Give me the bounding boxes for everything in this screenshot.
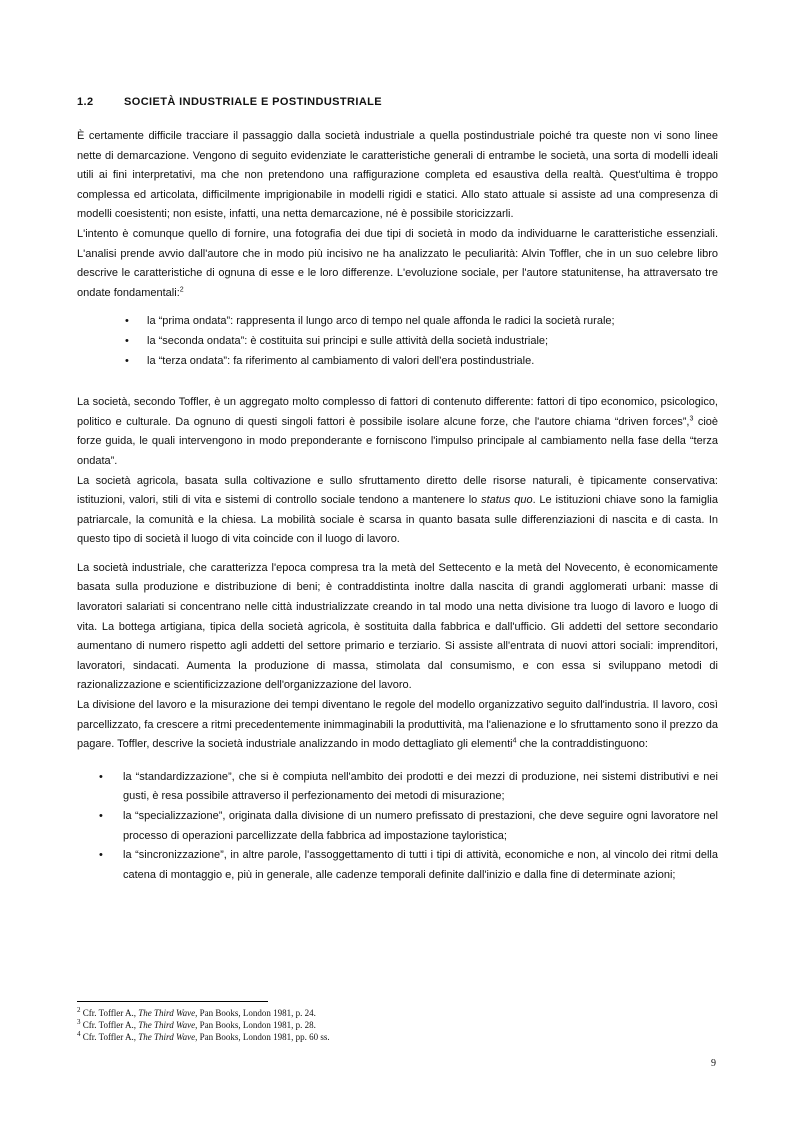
section-number: 1.2 (77, 96, 94, 108)
elements-list (77, 768, 718, 886)
paragraph-3: La società, secondo Toffler, è un aggregato molto complesso di fattori di contenuto differente: fattori di tipo economico, psicologico, politico e culturale. Da ognuno di questi singoli fattori è possibile isolare alcune forze, che l'autore chiama “driven forces”,$^3$ cioè forze guida, le quali intervengono in modo preponderante e forniscono l'impulso principale al cambiamento nella fase della “terza ondata”. (77, 396, 718, 467)
paragraph-1: È certamente difficile tracciare il passaggio dalla società industriale a quella postindustriale poiché tra queste non vi sono linee nette di demarcazione. Vengono di seguito evidenziate le caratteristiche generali di entrambe le società, una sorta di modelli ideali utili ai fini interpretativi, ma che non pretendono una raffigurazione completa ed esaustiva della realtà. Quest'ultima è troppo complessa ed articolata, difficilmente imprigionabile in modelli rigidi e statici. Allo stato attuale si assiste ad una compresenza di modelli coesistenti; non esiste, infatti, una netta demarcazione, né è possibile storicizzarli. (77, 130, 718, 221)
bullet-icon: • (125, 315, 129, 328)
footnote-ref-2[interactable]: 2 (179, 286, 184, 294)
paragraph-4: La società agricola, basata sulla coltivazione e sullo sfruttamento diretto delle risorse naturali, è tipicamente conservativa: istituzioni, valori, stili di vita e sistemi di controllo sociale tendono a mantenere lo status quo. Le istituzioni chiave sono la famiglia patriarcale, la comunità e la chiesa. La mobilità sociale è scarsa in quanto basata sulle differenziazioni di nascita e di casta. In questo tipo di società il luogo di vita coincide con il luogo di lavoro. (77, 474, 718, 546)
bullet-icon: • (99, 770, 103, 783)
emphasis-text: status quo (481, 494, 533, 507)
list-item: • la “sincronizzazione”, in altre parole, l'assoggettamento di tutti i tipi di attività, economiche e non, al vincolo dei ritmi della catena di montaggio e, più in generale, alle cadenze temporali definite dall'inizio e dalla fine di determinate azioni; (77, 846, 718, 885)
footnotes (77, 1007, 330, 1043)
body-text (77, 127, 718, 885)
waves-list (77, 312, 718, 371)
section-heading (77, 96, 382, 108)
list-item: • la “prima ondata”: rappresenta il lungo arco di tempo nel quale affonda le radici la società rurale; (77, 312, 718, 332)
bullet-icon: • (125, 334, 129, 347)
footnote-ref-3[interactable]: 3 (689, 415, 694, 423)
footnote: $^3$ Cfr. Toffler A., The Third Wave, Pan Books, London 1981, p. 28. (77, 1018, 316, 1030)
list-item: • la “standardizzazione”, che si è compiuta nell'ambito dei prodotti e dei mezzi di produzione, nei sistemi distributivi e nei gusti, è resa possibile attraverso il perfezionamento dei metodi di misurazione; (77, 768, 718, 807)
section-title: SOCIETÀ INDUSTRIALE E POSTINDUSTRIALE (124, 96, 383, 108)
paragraph-6: La divisione del lavoro e la misurazione dei tempi diventano le regole del modello organizzativo seguito dall'industria. Il lavoro, così parcellizzato, fa crescere a ritmi precedentemente inimmaginabili la produttività, ma l'alienazione e lo sfruttamento sono il prezzo da pagare. Toffler, descrive la società industriale analizzando in modo dettagliato gli elementi$^4$ che la contraddistinguono: (77, 699, 718, 751)
footnote-ref-4[interactable]: 4 (512, 737, 517, 745)
bullet-icon: • (125, 354, 129, 367)
bullet-icon: • (99, 810, 103, 822)
list-item: • la “seconda ondata”: è costituita sui principi e sulle attività della società industriale; (77, 332, 718, 352)
footnote: $^4$ Cfr. Toffler A., The Third Wave, Pan Books, London 1981, pp. 60 ss. (77, 1030, 330, 1042)
paragraph-5: La società industriale, che caratterizza l'epoca compresa tra la metà del Settecento e la metà del Novecento, è economicamente basata sulla produzione e distribuzione di beni; è contraddistinta inoltre dalla nascita di grandi agglomerati urbani: masse di lavoratori salariati si concentrano nelle città industrializzate creando in tal modo una netta divisione tra luogo di lavoro e luogo di vita. La bottega artigiana, tipica della società agricola, è sostituita dalla fabbrica e dall'ufficio. Gli addetti del settore secondario aumentano di numero rispetto agli addetti del settore primario e terziario. Si assiste all'entrata di nuovi attori sociali: imprenditori, lavoratori, sindacati. Aumenta la produzione di massa, stimolata dal consumismo, e con essa si sviluppano metodi di razionalizzazione e scientificizzazione dell'organizzazione del lavoro. (77, 561, 718, 692)
page-number: 9 (711, 1058, 716, 1069)
paragraph-2: L'intento è comunque quello di fornire, una fotografia dei due tipi di società in modo da individuarne le caratteristiche essenziali. L'analisi prende avvio dall'autore che in modo più incisivo ne ha analizzato le peculiarità: Alvin Toffler, che in un suo celebre libro descrive le caratteristiche di ognuna di esse e le loro differenze. L'evoluzione sociale, per l'autore statunitense, ha attraversato tre ondate fondamentali:$^2$ (77, 227, 718, 299)
list-item: • la “terza ondata”: fa riferimento al cambiamento di valori dell'era postindustriale. (77, 352, 718, 372)
footnote-separator (77, 1001, 268, 1002)
list-item: • la “specializzazione”, originata dalla divisione di un numero prefissato di prestazioni, che deve seguire ogni lavoratore nel processo di operazioni parcellizzate della fabbrica ad impostazione tayloristica; (77, 807, 718, 846)
footnote: $^2$ Cfr. Toffler A., The Third Wave, Pan Books, London 1981, p. 24. (77, 1006, 316, 1018)
bullet-icon: • (99, 849, 103, 862)
